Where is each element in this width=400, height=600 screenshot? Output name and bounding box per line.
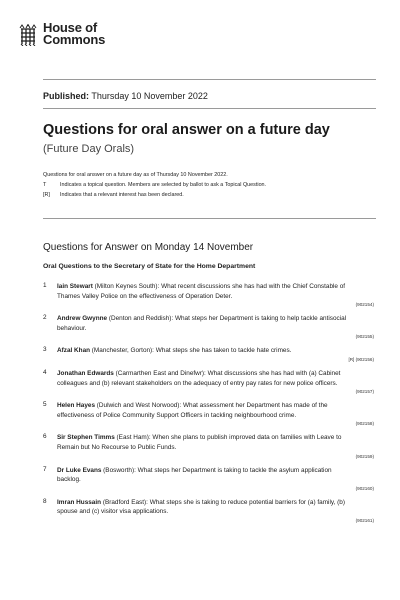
member-constituency: (East Ham): [114,434,153,442]
key-t-symbol: T [43,182,47,188]
member-name: Imran Hussain [57,498,102,506]
published-date: Thursday 10 November 2022 [91,91,208,101]
top-divider [43,79,376,80]
key-relevant-interest [43,192,373,198]
key-r-text: Indicates that a relevant interest has been declared. [60,192,184,198]
key-t-text: Indicates a topical question. Members are selected by ballot to ask a Topical Question. [60,182,267,188]
question-item [43,314,376,339]
question-reference: (902161) [355,517,374,523]
member-constituency: (Carmarthen East and Dinefwr): [113,369,208,377]
question-number: 8 [43,497,47,505]
question-number: 7 [43,465,47,473]
member-constituency: (Bradford East): [101,498,150,506]
published-line [43,91,208,101]
member-name: Andrew Gwynne [57,315,108,323]
member-constituency: (Denton and Reddish): [107,315,175,323]
member-constituency: (Milton Keynes South): [92,283,162,290]
question-reference: (902159) [355,453,374,459]
member-constituency: (Bosworth): [101,466,138,474]
section-divider [43,218,376,219]
intro-block [43,172,373,202]
question-reference: (902154) [355,302,374,308]
question-number: 6 [43,433,47,441]
question-reference: (902160) [355,485,374,491]
question-reference: [R] (902156) [348,356,374,362]
key-topical [43,182,373,188]
question-text: What assessment her Department has made of the effectiveness of Police Community Support Officers in tackling neighbourhood crime. [57,402,328,419]
member-name: Iain Stewart [57,283,93,290]
question-item [43,401,376,426]
question-number: 3 [43,346,47,354]
member-name: Sir Stephen Timms [57,434,115,442]
logo-line-1: House of [43,20,98,35]
question-item [43,346,376,362]
question-item [43,466,376,491]
portcullis-icon [18,24,38,46]
key-r-symbol: [R] [43,192,50,198]
logo-text [43,22,105,46]
published-divider [43,108,376,109]
question-text: What steps she is taking to reduce potential barriers for (a) family, (b) spouse and (c) visitor visa applications. [57,498,345,516]
question-text: What recent discussions she has had with the Chief Constable of Thames Valley Police on the effectiveness of Operation Deter. [57,283,346,300]
department-heading: Oral Questions to the Secretary of State for the Home Department [43,263,256,270]
question-number: 5 [43,401,47,409]
question-text: What steps her Department is taking to help tackle antisocial behaviour. [57,315,347,332]
question-item [43,498,376,523]
question-text: What discussions she has had with (a) Cabinet colleagues and (b) relevant stakeholders on the adequacy of entry pay rates for new police officers. [57,369,341,387]
house-of-commons-logo [18,22,105,46]
question-number: 4 [43,368,47,376]
page-subtitle: (Future Day Orals) [43,143,135,155]
question-item [43,369,376,394]
page-title: Questions for oral answer on a future day [43,122,330,138]
question-number: 1 [43,282,47,289]
member-name: Jonathan Edwards [57,369,114,377]
member-name: Helen Hayes [57,402,96,410]
question-number: 2 [43,314,47,322]
question-item [43,433,376,458]
question-reference: (902157) [355,389,374,395]
question-item [43,282,376,307]
question-text: What steps she has taken to tackle hate crimes. [155,347,292,355]
member-name: Dr Luke Evans [57,466,102,474]
question-text: What steps her Department is taking to tackle the asylum application backlog. [57,466,332,484]
question-text: When she plans to publish improved data on families with Leave to Remain but No Recourse to Public Funds. [57,434,342,451]
question-reference: (902155) [355,334,374,340]
member-constituency: (Dulwich and West Norwood): [95,402,183,410]
member-constituency: (Manchester, Gorton): [90,347,156,355]
question-reference: (902158) [355,421,374,427]
question-list [43,282,376,530]
section-heading: Questions for Answer on Monday 14 November [43,242,254,253]
member-name: Afzal Khan [57,347,91,355]
logo-line-2: Commons [43,32,106,47]
published-label: Published: [43,91,90,101]
intro-line: Questions for oral answer on a future day as of Thursday 10 November 2022. [43,172,228,178]
